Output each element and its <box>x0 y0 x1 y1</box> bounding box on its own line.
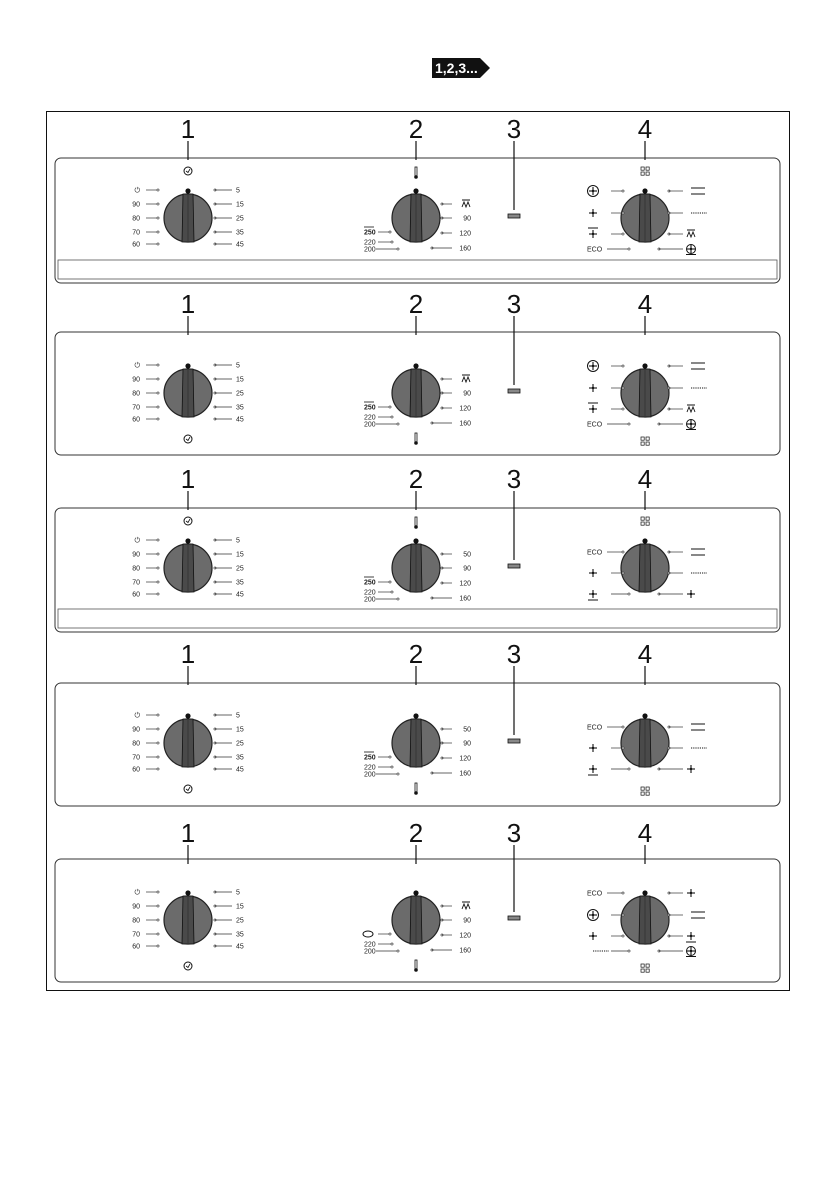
timer-left-label: 80 <box>132 390 140 398</box>
temp-left-label: 200 <box>364 948 376 956</box>
timer-right-label: 25 <box>236 917 244 925</box>
timer-left-label: 60 <box>132 241 140 249</box>
timer-left-label: 90 <box>132 201 140 209</box>
function-grid-icon <box>641 787 649 795</box>
temp-left-label: 220 <box>364 239 376 247</box>
function-grid-icon <box>641 517 649 525</box>
knob-number-4: 4 <box>637 639 653 669</box>
function-fan2-icon <box>687 765 695 773</box>
knob-number-1: 1 <box>180 639 196 669</box>
temp-right-label: 160 <box>459 245 471 253</box>
oven-panel-5 <box>55 818 780 982</box>
timer-left-label: ⏻ <box>134 187 140 195</box>
oven-panel-3 <box>55 464 780 632</box>
temp-left-label: 220 <box>364 764 376 772</box>
knob-number-2: 2 <box>408 464 424 494</box>
function-knob[interactable] <box>621 538 669 592</box>
timer-clock-icon <box>184 962 192 970</box>
function-eco-label: ECO <box>587 549 603 557</box>
function-fan-icon <box>589 209 597 217</box>
timer-right-label: 5 <box>236 187 240 195</box>
function-fan-ring-icon <box>588 186 599 197</box>
knob-number-4: 4 <box>637 818 653 848</box>
function-fan2-icon <box>687 590 695 598</box>
temperature-knob[interactable] <box>392 363 440 417</box>
temp-left-label: 200 <box>364 246 376 254</box>
function-fan-bottom-icon <box>589 765 597 773</box>
timer-right-label: 45 <box>236 416 244 424</box>
timer-right-label: 25 <box>236 215 244 223</box>
function-fan-top-icon <box>589 405 597 413</box>
knob-number-3: 3 <box>506 114 522 144</box>
temp-right-label: 50 <box>463 551 471 559</box>
function-pizza-icon <box>686 420 696 430</box>
function-fan-bottom-icon <box>589 590 597 598</box>
temp-left-label: 250 <box>364 579 376 587</box>
knob-number-2: 2 <box>408 818 424 848</box>
temp-right-label: 50 <box>463 726 471 734</box>
function-fan-ring-icon-inner <box>589 911 597 919</box>
function-lines-icon <box>691 912 705 918</box>
temp-right-label: 90 <box>463 740 471 748</box>
timer-left-label: 70 <box>132 931 140 939</box>
temp-right-label: 120 <box>459 405 471 413</box>
function-fan-ring-icon <box>588 910 599 921</box>
timer-right-label: 35 <box>236 754 244 762</box>
temp-grill-icon <box>462 902 470 909</box>
timer-left-label: 90 <box>132 903 140 911</box>
timer-right-label: 15 <box>236 201 244 209</box>
timer-clock-icon <box>184 435 192 443</box>
temperature-thermometer-icon <box>414 517 418 529</box>
function-knob[interactable] <box>621 890 669 944</box>
temp-left-label: 250 <box>364 404 376 412</box>
function-knob[interactable] <box>621 363 669 417</box>
timer-left-label: 80 <box>132 917 140 925</box>
knob-number-4: 4 <box>637 289 653 319</box>
knob-number-4: 4 <box>637 114 653 144</box>
timer-left-label: 70 <box>132 229 140 237</box>
function-knob[interactable] <box>621 188 669 242</box>
function-fan-icon <box>589 384 597 392</box>
timer-knob[interactable] <box>164 890 212 944</box>
function-fan-bottom-icon <box>687 932 695 940</box>
temp-right-label: 90 <box>463 215 471 223</box>
function-fan-icon <box>589 744 597 752</box>
timer-left-label: 80 <box>132 215 140 223</box>
function-grid-icon <box>641 964 649 972</box>
timer-right-label: 25 <box>236 565 244 573</box>
function-knob[interactable] <box>621 713 669 767</box>
indicator-light <box>508 564 520 568</box>
indicator-light <box>508 739 520 743</box>
temp-right-label: 120 <box>459 580 471 588</box>
temp-left-label: 200 <box>364 421 376 429</box>
function-fan-ring-icon-inner <box>589 362 597 370</box>
function-fan-ring-icon <box>588 361 599 372</box>
timer-left-label: 90 <box>132 726 140 734</box>
timer-right-label: 25 <box>236 740 244 748</box>
function-grid-icon <box>641 167 649 175</box>
timer-left-label: 60 <box>132 943 140 951</box>
timer-right-label: 45 <box>236 591 244 599</box>
function-lines-icon <box>691 363 705 369</box>
function-pizza-icon <box>686 245 696 255</box>
function-eco-label: ECO <box>587 890 603 898</box>
temp-left-label: 200 <box>364 771 376 779</box>
temp-grill-icon <box>462 200 470 207</box>
timer-clock-icon <box>184 785 192 793</box>
knob-number-2: 2 <box>408 289 424 319</box>
timer-clock-icon <box>184 517 192 525</box>
temperature-thermometer-icon <box>414 783 418 795</box>
temperature-knob[interactable] <box>392 713 440 767</box>
timer-left-label: 90 <box>132 551 140 559</box>
timer-knob[interactable] <box>164 713 212 767</box>
temp-left-label: 250 <box>364 754 376 762</box>
timer-right-label: 45 <box>236 766 244 774</box>
function-grid-icon <box>641 437 649 445</box>
timer-left-label: ⏻ <box>134 362 140 370</box>
timer-clock-icon <box>184 167 192 175</box>
timer-left-label: 90 <box>132 376 140 384</box>
timer-knob[interactable] <box>164 363 212 417</box>
timer-left-label: 80 <box>132 740 140 748</box>
timer-left-label: 70 <box>132 754 140 762</box>
timer-right-label: 15 <box>236 376 244 384</box>
timer-left-label: ⏻ <box>134 889 140 897</box>
timer-left-label: 60 <box>132 766 140 774</box>
temperature-thermometer-icon <box>414 433 418 445</box>
temp-left-label: 200 <box>364 596 376 604</box>
timer-knob[interactable] <box>164 538 212 592</box>
timer-right-label: 5 <box>236 362 240 370</box>
oven-panel-1 <box>55 114 780 283</box>
function-fan-icon <box>589 932 597 940</box>
temperature-knob[interactable] <box>392 188 440 242</box>
function-fan-icon <box>589 569 597 577</box>
knob-number-2: 2 <box>408 639 424 669</box>
timer-right-label: 35 <box>236 579 244 587</box>
temp-right-label: 160 <box>459 770 471 778</box>
oven-panel-4 <box>55 639 780 806</box>
timer-left-label: ⏻ <box>134 537 140 545</box>
temp-left-label: 220 <box>364 589 376 597</box>
temp-right-label: 90 <box>463 917 471 925</box>
timer-right-label: 35 <box>236 404 244 412</box>
knob-number-2: 2 <box>408 114 424 144</box>
temp-pizza-icon <box>363 931 373 937</box>
temperature-knob[interactable] <box>392 890 440 944</box>
function-eco-label: ECO <box>587 421 603 429</box>
timer-left-label: 60 <box>132 416 140 424</box>
timer-right-label: 5 <box>236 889 240 897</box>
function-lines-icon <box>691 549 705 555</box>
function-pizza-icon-inner <box>687 245 695 253</box>
timer-left-label: 70 <box>132 579 140 587</box>
panel-display-strip <box>58 609 777 628</box>
function-lines-icon <box>691 724 705 730</box>
timer-right-label: 25 <box>236 390 244 398</box>
function-pizza-icon-inner <box>687 420 695 428</box>
temp-right-label: 160 <box>459 947 471 955</box>
timer-knob[interactable] <box>164 188 212 242</box>
timer-right-label: 15 <box>236 903 244 911</box>
knob-number-1: 1 <box>180 289 196 319</box>
temperature-thermometer-icon <box>414 167 418 179</box>
function-eco-label: ECO <box>587 246 603 254</box>
indicator-light <box>508 214 520 218</box>
temp-grill-icon <box>462 375 470 382</box>
function-eco-label: ECO <box>587 724 603 732</box>
knob-number-1: 1 <box>180 464 196 494</box>
timer-right-label: 35 <box>236 229 244 237</box>
knob-number-1: 1 <box>180 114 196 144</box>
temp-right-label: 120 <box>459 755 471 763</box>
timer-right-label: 45 <box>236 241 244 249</box>
timer-right-label: 45 <box>236 943 244 951</box>
panel-display-strip <box>58 260 777 279</box>
temp-left-label: 220 <box>364 414 376 422</box>
function-lines-icon <box>691 188 705 194</box>
function-fan-top-icon <box>589 230 597 238</box>
knob-number-3: 3 <box>506 464 522 494</box>
temp-left-label: 250 <box>364 229 376 237</box>
temperature-thermometer-icon <box>414 960 418 972</box>
knob-number-3: 3 <box>506 639 522 669</box>
temperature-knob[interactable] <box>392 538 440 592</box>
knob-number-1: 1 <box>180 818 196 848</box>
temp-right-label: 90 <box>463 390 471 398</box>
indicator-light <box>508 389 520 393</box>
timer-left-label: ⏻ <box>134 712 140 720</box>
indicator-light <box>508 916 520 920</box>
knob-number-3: 3 <box>506 818 522 848</box>
knob-number-3: 3 <box>506 289 522 319</box>
timer-right-label: 35 <box>236 931 244 939</box>
temp-right-label: 160 <box>459 420 471 428</box>
temp-left-label: 220 <box>364 941 376 949</box>
function-grill-fan-icon <box>687 405 695 412</box>
function-grill-fan-icon <box>687 230 695 237</box>
temp-right-label: 160 <box>459 595 471 603</box>
step-tag-text: 1,2,3... <box>435 60 478 76</box>
oven-panel-2 <box>55 289 780 455</box>
timer-right-label: 15 <box>236 726 244 734</box>
timer-right-label: 5 <box>236 712 240 720</box>
function-pizza-icon <box>686 947 696 957</box>
timer-left-label: 60 <box>132 591 140 599</box>
temp-right-label: 120 <box>459 230 471 238</box>
timer-right-label: 5 <box>236 537 240 545</box>
function-fan2-icon <box>687 889 695 897</box>
timer-left-label: 70 <box>132 404 140 412</box>
temp-right-label: 90 <box>463 565 471 573</box>
knob-number-4: 4 <box>637 464 653 494</box>
function-pizza-icon-inner <box>687 947 695 955</box>
temp-right-label: 120 <box>459 932 471 940</box>
timer-right-label: 15 <box>236 551 244 559</box>
function-fan-ring-icon-inner <box>589 187 597 195</box>
timer-left-label: 80 <box>132 565 140 573</box>
